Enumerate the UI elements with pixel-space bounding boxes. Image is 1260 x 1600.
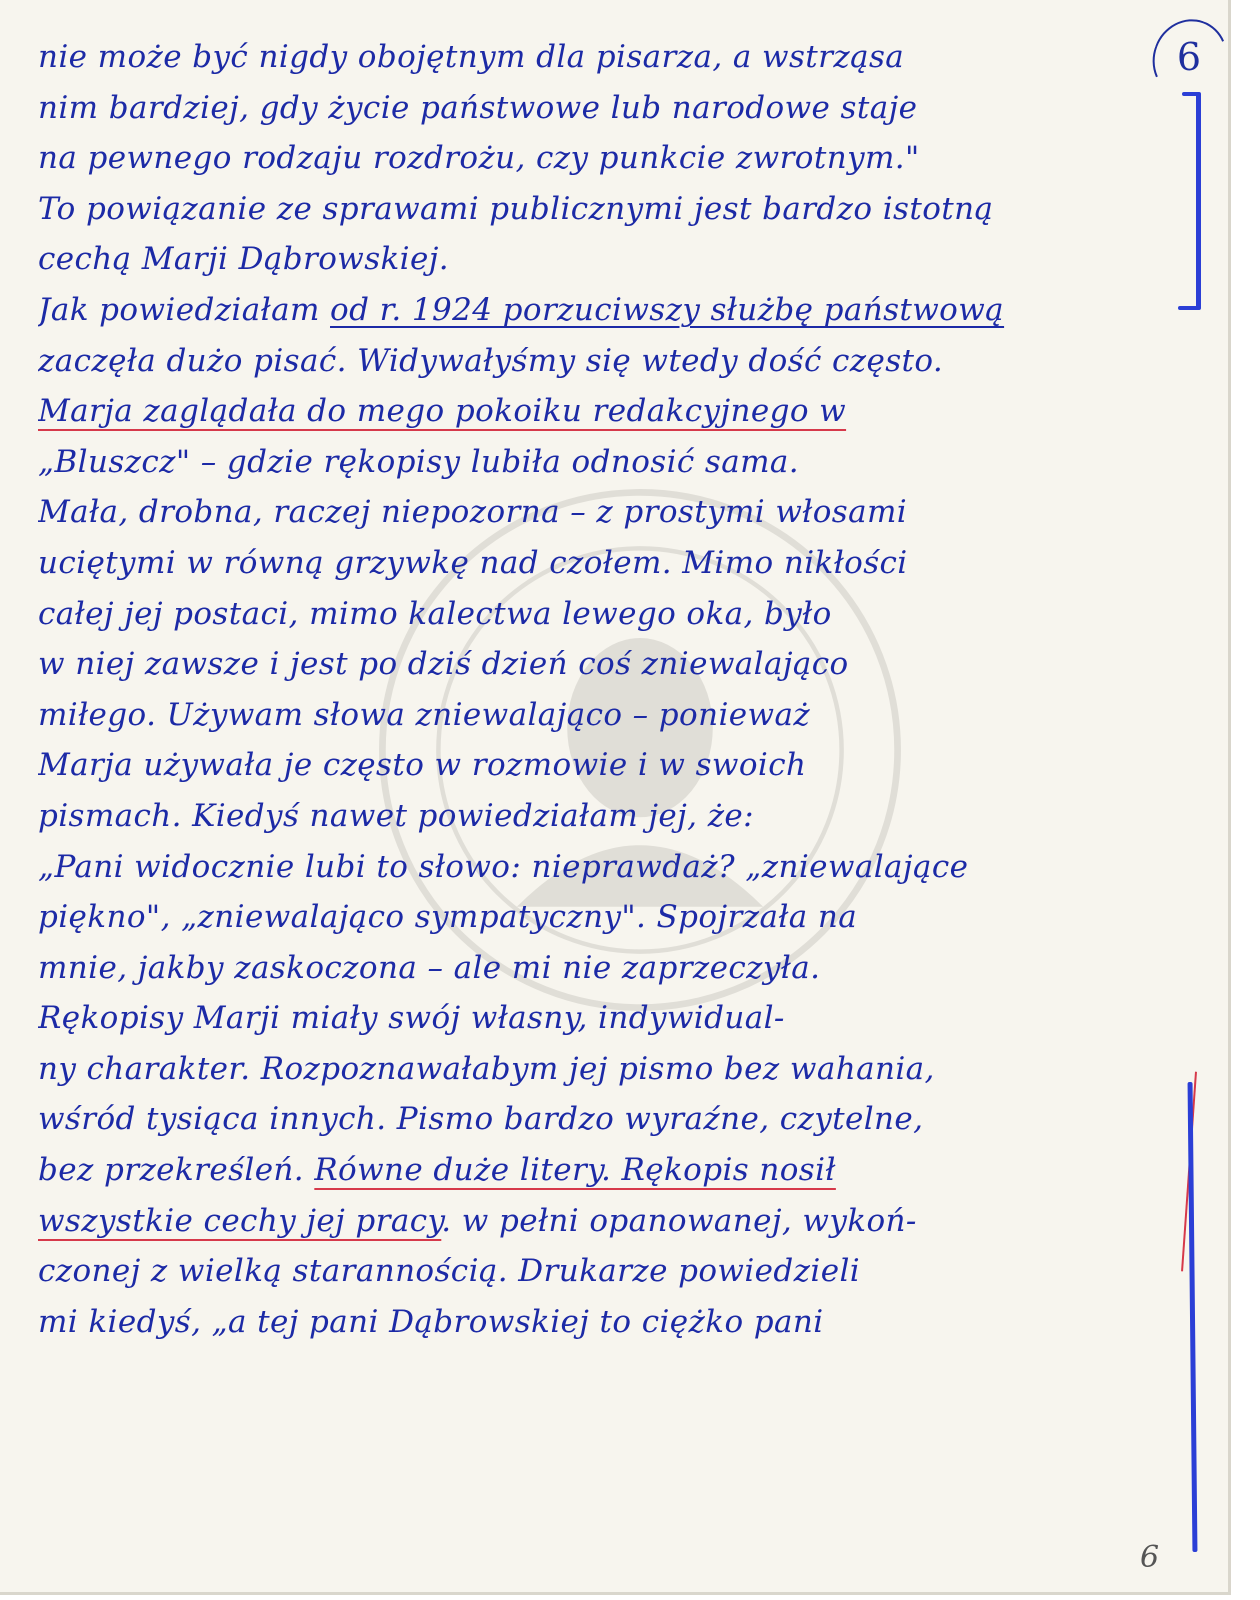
text-segment: czonej z wielką starannością. Drukarze powiedzieli (38, 1253, 861, 1290)
text-line (38, 690, 1188, 741)
text-segment: ny charakter. Rozpoznawałabym jej pismo bez wahania, (38, 1050, 935, 1087)
text-line (38, 993, 1188, 1044)
text-line (38, 740, 1188, 791)
text-segment: bez przekreśleń. (38, 1152, 315, 1189)
text-segment: pismach. Kiedyś nawet powiedziałam jej, że: (38, 797, 755, 834)
text-line (38, 83, 1188, 134)
text-line (38, 133, 1188, 184)
text-segment: całej jej postaci, mimo kalectwa lewego oka, było (38, 595, 832, 632)
text-line (38, 1145, 1188, 1196)
text-segment: Jak powiedziałam (38, 291, 331, 328)
text-line (38, 639, 1188, 690)
text-segment: uciętymi w równą grzywkę nad czołem. Mimo nikłości (38, 544, 908, 581)
text-segment: na pewnego rodzaju rozdrożu, czy punkcie zwrotnym." (38, 140, 920, 177)
text-line (38, 943, 1188, 994)
text-line (38, 1196, 1188, 1247)
text-segment: wszystkie cechy jej pracy (38, 1202, 442, 1239)
text-segment: wśród tysiąca innych. Pismo bardzo wyraźne, czytelne, (38, 1101, 924, 1138)
text-segment: Mała, drobna, raczej niepozorna – z prostymi włosami (38, 494, 908, 531)
text-segment: od r. 1924 porzuciwszy służbę państwową (330, 291, 1005, 328)
text-segment: nie może być nigdy obojętnym dla pisarza, a wstrząsa (38, 39, 905, 75)
text-segment: Równe duże litery. Rękopis nosił (314, 1152, 836, 1189)
text-segment: lubiła odnosić sama. (470, 443, 800, 480)
text-segment: To powiązanie ze sprawami publicznymi jest bardzo istotną (38, 190, 994, 227)
text-line (38, 234, 1188, 285)
text-line (38, 892, 1188, 943)
text-line (38, 842, 1188, 893)
text-segment: zaczęła dużo pisać. Widywałyśmy się wtedy dość często. (38, 342, 944, 379)
text-line (38, 538, 1188, 589)
text-segment: Marja używała je często w rozmowie i w swoich (38, 747, 807, 784)
text-segment: miłego. Używam słowa zniewalająco – ponieważ (38, 696, 811, 733)
text-segment: mnie, jakby zaskoczona – ale mi nie zaprzeczyła. (38, 949, 821, 986)
text-segment: mi kiedyś, „a tej pani Dąbrowskiej to ciężko pani (38, 1303, 824, 1340)
footer-page-number: 6 (1140, 1540, 1160, 1575)
text-segment: Marja zaglądała do mego pokoiku redakcyjnego w (38, 393, 847, 430)
text-line (38, 336, 1188, 387)
text-line (38, 437, 1188, 488)
text-segment: . w pełni opanowanej, wykoń- (441, 1202, 917, 1239)
handwritten-text (38, 32, 1188, 1347)
text-line (38, 386, 1188, 437)
text-segment: cechą Marji Dąbrowskiej. (38, 241, 450, 278)
text-line (38, 487, 1188, 538)
text-segment: „Bluszcz" – gdzie rękopisy (38, 443, 471, 480)
text-segment: w niej zawsze i jest po dziś dzień coś zniewalająco (38, 646, 849, 683)
text-line (38, 1246, 1188, 1297)
text-segment: nim bardziej, gdy życie państwowe lub narodowe staje (38, 89, 918, 126)
text-line (38, 1297, 1188, 1348)
text-line (38, 589, 1188, 640)
text-line (38, 285, 1188, 336)
text-line (38, 32, 1188, 83)
text-segment: Rękopisy Marji miały swój własny, indywidual- (38, 1000, 785, 1037)
text-line (38, 184, 1188, 235)
text-segment: „Pani widocznie lubi to słowo: nieprawdaż? „zniewalające (38, 848, 969, 885)
text-segment: piękno", „zniewalająco sympatyczny". Spojrzała na (38, 899, 858, 936)
text-line (38, 791, 1188, 842)
margin-bracket-top (1196, 92, 1201, 310)
text-line (38, 1044, 1188, 1095)
page-number: 6 (1176, 35, 1202, 79)
text-line (38, 1094, 1188, 1145)
